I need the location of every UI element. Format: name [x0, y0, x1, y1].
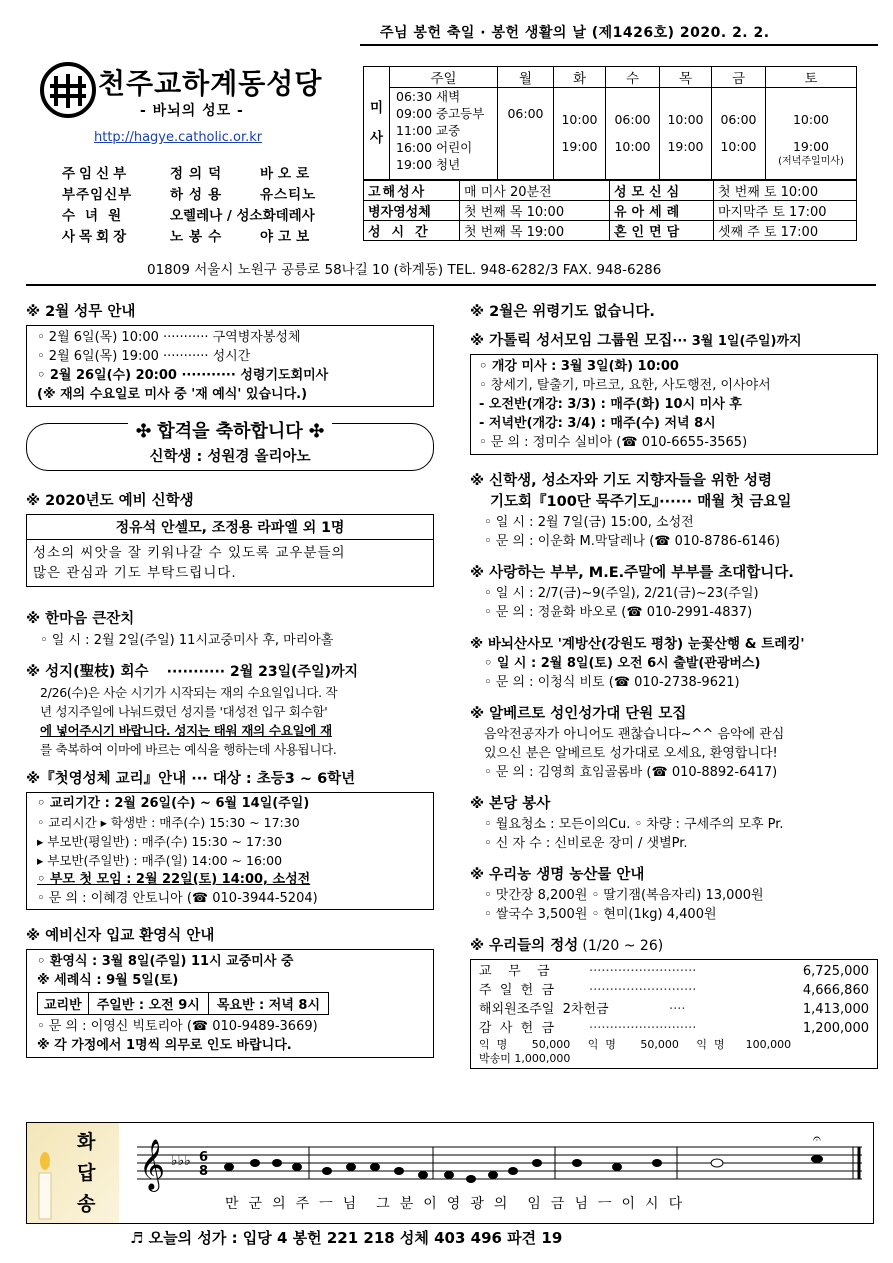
hymn-lyrics: 만 군 의 주 ㅡ 님 그 분 이 영 광 의 임 금 님 ㅡ 이 시 다	[225, 1196, 683, 1212]
info-line: ◦ 창세기, 탈출기, 마르코, 요한, 사도행전, 이사야서	[479, 378, 771, 393]
section-title: ※ 예비신자 입교 환영식 안내	[26, 928, 215, 944]
product-line: ◦ 맛간장 8,200원 ◦ 딸기잼(복음자리) 13,000원	[484, 888, 764, 903]
divider	[360, 44, 878, 46]
schedule-line: ◦ 2월 26일(수) 20:00 ··········· 성령기도회미사	[37, 368, 329, 383]
info-line: ◦ 교리시간 ▸ 학생반 : 매주(수) 15:30 ~ 17:30	[37, 815, 300, 830]
friday-times: 06:00 10:00	[712, 88, 766, 180]
offering-box	[470, 959, 878, 1069]
info-value: 마지막주 토 17:00	[714, 201, 857, 221]
schedule-box	[26, 325, 434, 407]
offering-row: 해외원조주일 2차헌금 ···· 1,413,000	[479, 1002, 869, 1017]
thursday-times: 10:00 19:00	[660, 88, 712, 180]
left-column	[26, 300, 434, 1058]
product-line: ◦ 쌀국수 3,500원 ◦ 현미(1kg) 4,400원	[484, 907, 717, 922]
info-line: ◦ 문 의 : 정미수 실비아 (☎ 010-6655-3565)	[479, 435, 748, 450]
staff-name: 정의덕	[170, 166, 228, 182]
paragraph-line: 2/26(수)은 사순 시기가 시작되는 재의 수요일입니다. 작	[40, 685, 338, 700]
svg-text:8: 8	[199, 1164, 209, 1179]
staff-role: 수녀원	[62, 208, 132, 224]
section-header-row	[470, 329, 878, 350]
staff-role: 사목회장	[62, 229, 131, 245]
info-label: 병자영성체	[364, 201, 460, 221]
divider	[26, 284, 876, 286]
hymn-label: 송	[77, 1193, 96, 1215]
monday-times: 06:00	[498, 88, 554, 180]
paragraph-line: 년 성지주일에 나눠드렸던 성지를 '대성전 입구 회수함'	[40, 704, 328, 719]
section-deadline: ··· 3월 1일(주일)까지	[672, 334, 802, 349]
info-line: ◦ 월요청소 : 모든이의Cu. ◦ 차량 : 구세주의 모후 Pr.	[484, 817, 784, 832]
info-value: 첫 번째 토 10:00	[714, 181, 857, 201]
info-line: ◦ 교리기간 : 2월 26일(수) ~ 6월 14일(주일)	[37, 796, 310, 811]
schedule-note: (※ 재의 수요일로 미사 중 '재 예식' 있습니다.)	[37, 387, 308, 402]
todays-hymns: ♬ 오늘의 성가 : 입당 4 봉헌 221 218 성체 403 496 파견 19	[130, 1229, 563, 1247]
hymn-label: 답	[77, 1162, 96, 1184]
offering-anon-line: 익 명 50,000 익 명 50,000 익 명 100,000	[479, 1038, 792, 1051]
info-value: 첫 번째 목 19:00	[460, 221, 610, 241]
day-header: 화	[554, 67, 606, 88]
info-label: 유아세례	[610, 201, 714, 221]
church-subtitle: - 바뇌의 성모 -	[140, 103, 244, 119]
staff-saint: 야고보	[260, 229, 315, 245]
staff-row	[62, 185, 342, 206]
svg-text:𝄞: 𝄞	[139, 1139, 166, 1190]
offering-row: 교 무 금 ·························· 6,725,000	[479, 964, 869, 979]
svg-text:𝄐: 𝄐	[813, 1133, 821, 1147]
section-title: ※ 한마음 큰잔치	[26, 611, 135, 627]
mass-label: 미 사	[364, 67, 390, 180]
paragraph-line: 에 넣어주시기 바랍니다. 성지는 태워 재의 수요일에 재	[40, 723, 332, 738]
info-line: ◦ 문 의 : 이영신 빅토리아 (☎ 010-9489-3669)	[37, 1019, 318, 1034]
congrats-text: 신학생 : 성원경 올리아노	[149, 449, 311, 465]
section-title: ※ 바뇌산사모 '계방산(강원도 평창) 눈꽃산행 & 트레킹'	[470, 636, 805, 652]
section-title: ※ 우리농 생명 농산물 안내	[470, 867, 645, 883]
info-label: 성시간	[364, 221, 460, 241]
section-subtitle: 기도회『100단 묵주기도』······ 매월 첫 금요일	[490, 494, 792, 510]
day-header: 수	[606, 67, 660, 88]
staff-name: 오렐레나 / 성소화데레사	[170, 208, 315, 224]
info-line: ◦ 일 시 : 2월 7일(금) 15:00, 소성전	[484, 515, 694, 530]
section-title: ※ 2월은 위령기도 없습니다.	[470, 304, 655, 320]
staff-row	[62, 164, 342, 185]
paragraph-line: 음악전공자가 아니어도 괜찮습니다~^^ 음악에 관심	[484, 727, 785, 742]
info-line: ◦ 문 의 : 김영희 효임골롬바 (☎ 010-8892-6417)	[484, 765, 778, 780]
info-line: ◦ 문 의 : 이청식 비토 (☎ 010-2738-9621)	[484, 675, 740, 690]
day-header: 주일	[390, 67, 498, 88]
info-value: 셋째 주 토 17:00	[714, 221, 857, 241]
info-label: 성모신심	[610, 181, 714, 201]
staff-row	[62, 206, 342, 227]
bible-group-box	[470, 354, 878, 455]
info-label: 고해성사	[364, 181, 460, 201]
paragraph-line: 있으신 분은 알베르토 성가대로 오세요, 환영합니다!	[484, 746, 778, 761]
tuesday-times: 10:00 19:00	[554, 88, 606, 180]
section-title: ※ 우리들의 정성	[470, 938, 579, 954]
mass-schedule-table	[363, 66, 857, 180]
info-line: ◦ 신 자 수 : 신비로운 장미 / 샛별Pr.	[484, 836, 688, 851]
info-line: ◦ 개강 미사 : 3월 3일(화) 10:00	[479, 359, 679, 374]
seminarian-names: 정유석 안셀모, 조정용 라파엘 외 1명	[27, 515, 433, 540]
class-cell: 교리반	[38, 993, 89, 1015]
info-line: ◦ 일 시 : 2월 2일(주일) 11시교중미사 후, 마리아홀	[40, 633, 334, 648]
offering-row: 감 사 헌 금 ·························· 1,200,000	[479, 1021, 869, 1036]
wednesday-times: 06:00 10:00	[606, 88, 660, 180]
class-cell: 주일반 : 오전 9시	[88, 993, 208, 1015]
welcome-box	[26, 949, 434, 1058]
section-title: ※ 사랑하는 부부, M.E.주말에 부부를 초대합니다.	[470, 565, 794, 581]
svg-text:♭♭♭: ♭♭♭	[171, 1153, 191, 1169]
section-title: ※ 알베르토 성인성가대 단원 모집	[470, 706, 687, 722]
info-line: ◦ 문 의 : 이혜경 안토니아 (☎ 010-3944-5204)	[37, 891, 318, 906]
sacrament-info-table	[363, 180, 857, 241]
svg-text:6: 6	[199, 1150, 209, 1165]
info-label: 혼인면담	[610, 221, 714, 241]
info-value: 첫 번째 목 10:00	[460, 201, 610, 221]
section-title: ※ 본당 봉사	[470, 796, 551, 812]
congrats-title: ✣ 합격을 축하합니다 ✣	[128, 417, 332, 443]
candle-image	[27, 1123, 119, 1223]
congrats-banner	[26, 423, 434, 471]
church-logo-icon	[40, 62, 96, 118]
hymn-label: 화	[77, 1131, 96, 1153]
staff-saint: 유스티노	[260, 187, 317, 203]
info-line: ※ 세례식 : 9월 5일(토)	[37, 973, 179, 988]
staff-role: 부주임신부	[62, 187, 133, 203]
section-period: (1/20 ~ 26)	[582, 938, 664, 954]
section-title: ※『첫영성체 교리』안내 ··· 대상 : 초등3 ~ 6학년	[26, 771, 356, 787]
offering-anon-line: 박송미 1,000,000	[479, 1052, 571, 1065]
day-header: 월	[498, 67, 554, 88]
first-communion-box	[26, 792, 434, 910]
church-url-link[interactable]: http://hagye.catholic.or.kr	[94, 130, 263, 145]
schedule-line: ◦ 2월 6일(목) 19:00 ··········· 성시간	[37, 349, 251, 364]
section-title: ※ 성지(聖枝) 회수	[26, 664, 149, 680]
responsorial-psalm-box	[26, 1122, 874, 1224]
info-line: ▸ 부모반(평일반) : 매주(수) 15:30 ~ 17:30	[37, 834, 283, 849]
info-line: ◦ 일 시 : 2/7(금)~9(주일), 2/21(금)~23(주일)	[484, 586, 759, 601]
staff-saint: 바오로	[260, 166, 315, 182]
info-line: - 저녁반(개강: 3/4) : 매주(수) 저녁 8시	[479, 416, 716, 431]
paragraph-line: 를 축복하여 이마에 바르는 예식을 행하는데 사용됩니다.	[40, 742, 337, 757]
staff-name: 노봉수	[170, 229, 228, 245]
church-address: 01809 서울시 노원구 공릉로 58나길 10 (하계동) TEL. 948-6282/3 FAX. 948-6286	[147, 262, 662, 278]
info-line: - 오전반(개강: 3/3) : 매주(화) 10시 미사 후	[479, 397, 742, 412]
section-header-row	[470, 934, 878, 955]
candle-icon	[31, 1151, 71, 1221]
section-title: ※ 신학생, 성소자와 기도 지향자들을 위한 성령	[470, 473, 773, 489]
info-line: ◦ 환영식 : 3월 8일(주일) 11시 교중미사 중	[37, 954, 294, 969]
paragraph-line: 많은 관심과 기도 부탁드립니다.	[33, 565, 237, 581]
section-title: ※ 가톨릭 성서모임 그룹원 모집	[470, 333, 673, 349]
section-header-row	[26, 660, 434, 681]
issue-date-bar: 주님 봉헌 축일 · 봉헌 생활의 날 (제1426호) 2020. 2. 2.	[380, 25, 770, 41]
info-line: ※ 각 가정에서 1명씩 의무로 인도 바랍니다.	[37, 1038, 292, 1053]
sunday-times: 06:30 새벽 09:00 중고등부 11:00 교중 16:00 어린이 19:00 청년	[390, 88, 498, 180]
info-line: ◦ 문 의 : 이운화 M.막달레나 (☎ 010-8786-6146)	[484, 534, 781, 549]
staff-role: 주임신부	[62, 166, 131, 182]
staff-row	[62, 227, 342, 248]
right-column	[470, 300, 878, 1069]
day-header: 금	[712, 67, 766, 88]
offering-row: 주 일 헌 금 ·························· 4,666,860	[479, 983, 869, 998]
info-line: ◦ 일 시 : 2월 8일(토) 오전 6시 출발(관광버스)	[484, 656, 761, 671]
info-value: 매 미사 20분전	[460, 181, 610, 201]
saturday-times: 10:00 19:00 (저녁주일미사)	[766, 88, 857, 180]
music-staff	[137, 1133, 867, 1195]
schedule-line: ◦ 2월 6일(목) 10:00 ··········· 구역병자봉성체	[37, 330, 301, 345]
section-deadline: ··········· 2월 23일(주일)까지	[166, 664, 359, 680]
staff-list	[62, 164, 342, 248]
class-table	[37, 992, 329, 1015]
class-cell: 목요반 : 저녁 8시	[208, 993, 328, 1015]
seminarian-box	[26, 514, 434, 587]
day-header: 토	[766, 67, 857, 88]
section-title: ※ 2월 성무 안내	[26, 304, 136, 320]
paragraph-line: 성소의 씨앗을 잘 키워나갈 수 있도록 교우분들의	[33, 545, 346, 561]
info-line: ▸ 부모반(주일반) : 매주(일) 14:00 ~ 16:00	[37, 853, 283, 868]
staff-name: 하성용	[170, 187, 228, 203]
church-name: 천주교하계동성당	[98, 67, 323, 100]
info-line: ◦ 문 의 : 정윤화 바오로 (☎ 010-2991-4837)	[484, 605, 753, 620]
info-line: ◦ 부모 첫 모임 : 2월 22일(토) 14:00, 소성전	[37, 872, 311, 887]
section-title: ※ 2020년도 예비 신학생	[26, 493, 194, 509]
day-header: 목	[660, 67, 712, 88]
